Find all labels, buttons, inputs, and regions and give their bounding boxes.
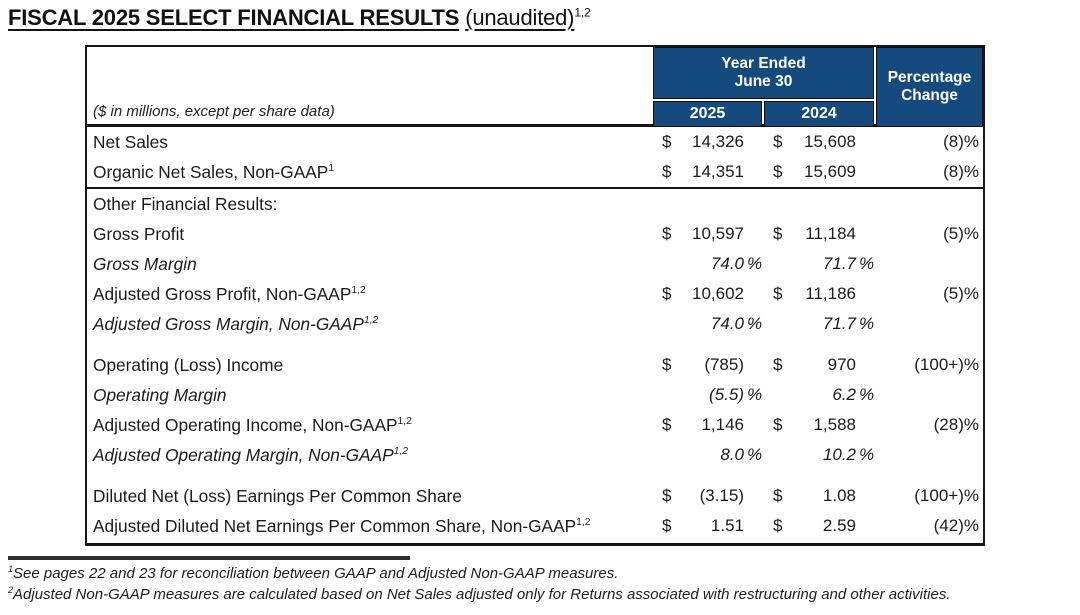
dollar-sign-2025: $ [662, 284, 672, 303]
row-label: Adjusted Gross Profit, Non-GAAP$^{1,2}$ [93, 284, 366, 304]
row-label: Organic Net Sales, Non-GAAP$^1$ [93, 162, 335, 182]
percentage-change-value [875, 249, 983, 279]
header-pct-line2: Change [901, 87, 958, 104]
percentage-change-value: (5)% [943, 284, 979, 303]
percentage-change-value [875, 309, 983, 339]
value-2024: 1,588 [813, 415, 856, 434]
table-row [87, 350, 983, 380]
value-2025: 8.0 [720, 445, 744, 464]
percent-suffix-2024: % [859, 254, 875, 273]
percent-suffix-2024: % [859, 314, 875, 333]
footnote-ref: 1,2 [397, 416, 412, 428]
dollar-sign-2024: $ [773, 284, 783, 303]
footnote-ref: 1,2 [393, 446, 409, 458]
value-2024: 10.2 [822, 445, 856, 464]
dollar-sign-2024: $ [773, 132, 783, 151]
percent-suffix-2025 [744, 511, 763, 541]
percent-suffix-2025 [744, 127, 763, 157]
dollar-sign-2024 [763, 440, 791, 470]
footnote-2-text: Adjusted Non-GAAP measures are calculated based on Net Sales adjusted only for Returns associated with restructuring and other activities. [13, 586, 951, 603]
value-2024: 11,186 [805, 284, 856, 303]
percent-suffix-2024 [856, 157, 875, 187]
dollar-sign-2025 [658, 189, 678, 219]
value-2025: 10,602 [692, 284, 744, 303]
dollar-sign-2024 [763, 249, 791, 279]
units-note: ($ in millions, except per share data) [93, 103, 335, 120]
value-2025: 74.0 [710, 254, 744, 273]
dollar-sign-2025: $ [662, 415, 672, 434]
percent-suffix-2024 [856, 189, 875, 219]
table-row [87, 440, 983, 470]
percent-suffix-2025 [744, 350, 763, 380]
footnote-ref: 1,2 [351, 285, 366, 297]
dollar-sign-2025: $ [662, 162, 672, 181]
header-pct-line1: Percentage [887, 69, 972, 87]
page-title-main: FISCAL 2025 SELECT FINANCIAL RESULTS [8, 5, 460, 30]
value-2024: 6.2 [832, 385, 856, 404]
table-row [87, 309, 983, 339]
header-column-2024: 2024 [764, 101, 874, 127]
percent-suffix-2025 [744, 219, 763, 249]
percent-suffix-2024 [856, 219, 875, 249]
footnote-1-text: See pages 22 and 23 for reconciliation between GAAP and Adjusted Non-GAAP measures. [13, 565, 619, 582]
footnote-2-marker: 2 [8, 585, 14, 595]
footnote-1-marker: 1 [8, 564, 14, 574]
header-percentage-change [876, 47, 983, 127]
footnote-1 [8, 565, 618, 582]
percent-suffix-2025 [744, 189, 763, 219]
footnote-ref: 1,2 [576, 517, 591, 529]
row-label: Net Sales [93, 132, 168, 152]
value-2024: 2.59 [822, 516, 856, 535]
value-2024: 71.7 [822, 314, 856, 333]
row-label: Operating (Loss) Income [93, 355, 284, 375]
value-2024: 15,608 [804, 132, 856, 151]
header-year-ended-line1: Year Ended [721, 55, 806, 73]
value-2024: 11,184 [805, 224, 856, 243]
percentage-change-value [875, 440, 983, 470]
value-2025: (785) [704, 355, 744, 374]
percent-suffix-2025: % [747, 445, 763, 464]
page-title-footnote-ref: 1,2 [574, 5, 591, 20]
dollar-sign-2025: $ [662, 355, 672, 374]
dollar-sign-2025: $ [662, 516, 672, 535]
table-row [87, 219, 983, 249]
dollar-sign-2024 [763, 309, 791, 339]
row-label: Adjusted Operating Margin, Non-GAAP$^{1,2}$ [93, 445, 409, 465]
percent-suffix-2024 [856, 279, 875, 309]
footnote-ref: 1,2 [363, 315, 379, 327]
percent-suffix-2024 [856, 350, 875, 380]
row-label: Diluted Net (Loss) Earnings Per Common Share [93, 486, 462, 506]
percentage-change-value: (8)% [943, 162, 979, 181]
row-label: Gross Margin [93, 254, 197, 274]
dollar-sign-2024: $ [773, 224, 783, 243]
value-2024: 15,609 [804, 162, 856, 181]
percent-suffix-2025: % [747, 314, 763, 333]
percentage-change-value: (8)% [943, 132, 979, 151]
percentage-change-value: (28)% [933, 415, 979, 434]
table-row [87, 157, 983, 189]
table-row [87, 380, 983, 410]
row-label: Other Financial Results: [93, 194, 278, 214]
table-row [87, 279, 983, 309]
percent-suffix-2024 [856, 410, 875, 440]
financial-results-table [85, 45, 985, 546]
page-title [8, 5, 591, 31]
dollar-sign-2024 [763, 189, 791, 219]
percentage-change-value [875, 380, 983, 410]
percentage-change-value [875, 189, 983, 219]
percent-suffix-2024: % [859, 385, 875, 404]
percentage-change-value: (100+)% [914, 355, 979, 374]
value-2024: 1.08 [822, 486, 856, 505]
percent-suffix-2024 [856, 511, 875, 541]
dollar-sign-2025 [658, 249, 678, 279]
table-header-columns [653, 47, 983, 124]
table-row [87, 511, 983, 541]
table-header [87, 47, 983, 127]
value-2025: 14,351 [692, 162, 744, 181]
percent-suffix-2025 [744, 157, 763, 187]
percent-suffix-2024: % [859, 445, 875, 464]
header-column-2025: 2025 [653, 101, 762, 127]
percentage-change-value: (42)% [933, 516, 979, 535]
row-label: Operating Margin [93, 385, 227, 405]
dollar-sign-2024: $ [773, 355, 783, 374]
percent-suffix-2025 [744, 481, 763, 511]
percent-suffix-2024 [856, 481, 875, 511]
table-body [87, 127, 983, 543]
dollar-sign-2024: $ [773, 486, 783, 505]
value-2025: 1.51 [710, 516, 744, 535]
header-year-ended [653, 47, 874, 99]
percent-suffix-2024 [856, 127, 875, 157]
footnote-2 [8, 586, 950, 603]
value-2025 [678, 189, 744, 219]
value-2025: 1,146 [701, 415, 744, 434]
value-2025: (3.15) [699, 486, 744, 505]
value-2024 [791, 189, 856, 219]
table-row [87, 410, 983, 440]
value-2025: 74.0 [710, 314, 744, 333]
dollar-sign-2024: $ [773, 516, 783, 535]
value-2024: 970 [827, 355, 856, 374]
table-row [87, 189, 983, 219]
table-row [87, 249, 983, 279]
row-label: Gross Profit [93, 224, 185, 244]
value-2025: 14,326 [692, 132, 744, 151]
dollar-sign-2024: $ [773, 415, 783, 434]
dollar-sign-2025 [658, 380, 678, 410]
dollar-sign-2024 [763, 380, 791, 410]
dollar-sign-2025: $ [662, 224, 672, 243]
percent-suffix-2025 [744, 279, 763, 309]
percent-suffix-2025 [744, 410, 763, 440]
table-row [87, 127, 983, 157]
footnote-divider [8, 556, 410, 560]
percentage-change-value: (5)% [943, 224, 979, 243]
row-label: Adjusted Operating Income, Non-GAAP$^{1,2}$ [93, 415, 412, 435]
dollar-sign-2025 [658, 440, 678, 470]
percentage-change-value: (100+)% [914, 486, 979, 505]
value-2025: 10,597 [692, 224, 744, 243]
percent-suffix-2025: % [747, 254, 763, 273]
dollar-sign-2024: $ [773, 162, 783, 181]
dollar-sign-2025 [658, 309, 678, 339]
page-title-underlined [8, 5, 574, 30]
page-title-suffix: (unaudited) [465, 5, 575, 30]
header-year-ended-line2: June 30 [734, 73, 793, 90]
dollar-sign-2025: $ [662, 132, 672, 151]
row-label: Adjusted Gross Margin, Non-GAAP$^{1,2}$ [93, 314, 379, 334]
footnote-ref: 1 [328, 163, 335, 175]
value-2025: (5.5) [709, 385, 744, 404]
value-2024: 71.7 [822, 254, 856, 273]
row-label: Adjusted Diluted Net Earnings Per Common Share, Non-GAAP$^{1,2}$ [93, 516, 591, 536]
table-row [87, 481, 983, 511]
dollar-sign-2025: $ [662, 486, 672, 505]
percent-suffix-2025: % [747, 385, 763, 404]
